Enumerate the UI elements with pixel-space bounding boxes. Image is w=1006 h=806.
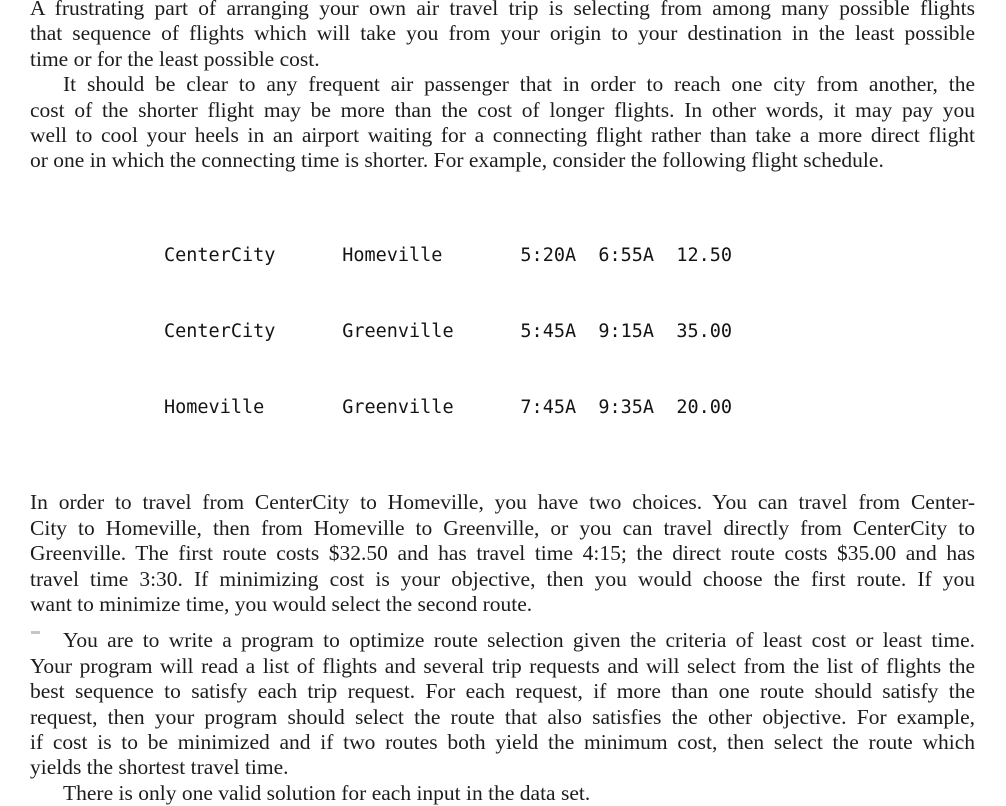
text-line: You are to write a program to optimize route selection given the criteria of least cost or least time. — [63, 628, 975, 653]
text-line: if cost is to be minimized and if two routes both yield the minimum cost, then select the route which — [30, 729, 975, 754]
paragraph-intro — [30, 0, 975, 72]
text-line: In order to travel from CenterCity to Homeville, you have two choices. You can travel from Center- — [30, 490, 975, 515]
text-line: travel time 3:30. If minimizing cost is your objective, then you would choose the first route. If you — [30, 566, 975, 591]
paragraph-task — [30, 628, 975, 780]
paragraph-note — [30, 781, 975, 806]
text-line: that sequence of flights which will take you from your origin to your destination in the least possible — [30, 21, 975, 46]
problem-statement — [30, 0, 975, 806]
text-line: want to minimize time, you would select the second route. — [30, 591, 533, 616]
flight-schedule-row: Homeville Greenville 7:45A 9:35A 20.00 — [164, 397, 733, 419]
text-line: or one in which the connecting time is shorter. For example, consider the following flight schedule. — [30, 148, 884, 173]
text-line: Greenville. The first route costs $32.50 and has travel time 4:15; the direct route costs $35.00 and has — [30, 541, 975, 566]
text-line: cost of the shorter flight may be more than the cost of longer flights. In other words, it may pay you — [30, 97, 975, 122]
text-line: well to cool your heels in an airport waiting for a connecting flight rather than take a more direct flight — [30, 123, 975, 148]
text-line: best sequence to satisfy each trip request. For each request, if more than one route should satisfy the — [30, 679, 975, 704]
flight-schedule-row: CenterCity Homeville 5:20A 6:55A 12.50 — [164, 244, 733, 266]
paragraph-explanation — [30, 72, 975, 174]
text-line: request, then your program should select the route that also satisfies the other objective. For example, — [30, 704, 975, 729]
text-line: yields the shortest travel time. — [30, 755, 289, 780]
paragraph-example — [30, 490, 975, 617]
text-line: A frustrating part of arranging your own air travel trip is selecting from among many possible flights — [30, 0, 975, 20]
cutoff-next-heading-fragment — [31, 631, 40, 634]
text-line: time or for the least possible cost. — [30, 46, 320, 71]
flight-schedule-row: CenterCity Greenville 5:45A 9:15A 35.00 — [164, 320, 733, 342]
text-line: City to Homeville, then from Homeville to Greenville, or you can travel directly from CenterCity to — [30, 515, 975, 540]
text-line: It should be clear to any frequent air passenger that in order to reach one city from another, the — [63, 72, 975, 97]
flight-schedule-table — [164, 192, 975, 471]
text-line: There is only one valid solution for each input in the data set. — [63, 780, 591, 805]
text-line: Your program will read a list of flights and several trip requests and will select from the list of flights the — [30, 653, 975, 678]
